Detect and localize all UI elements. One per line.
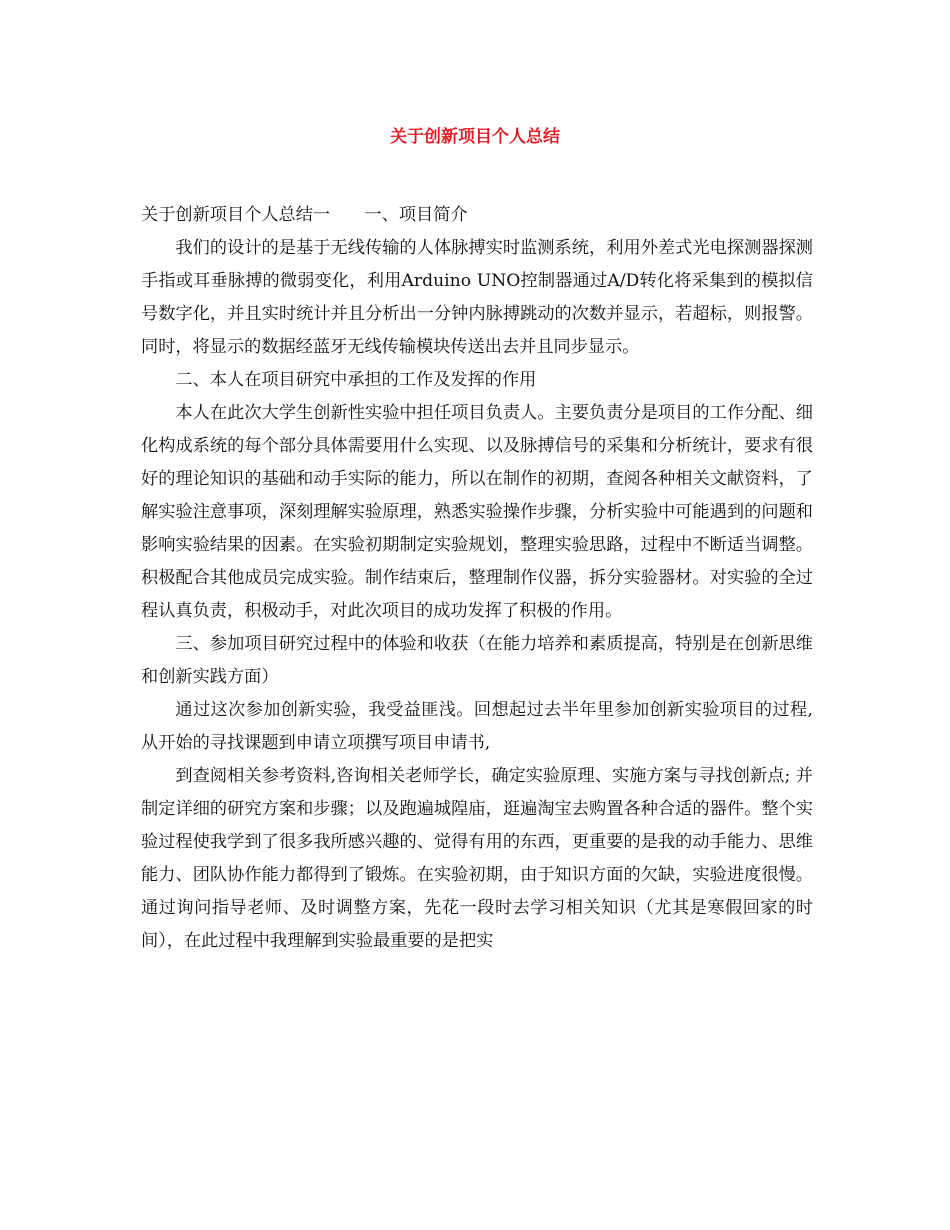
paragraph-experience-intro: 通过这次参加创新实验，我受益匪浅。回想起过去半年里参加创新实验项目的过程, 从开始的寻找课题到申请立项撰写项目申请书, (141, 700, 819, 753)
paragraph-heading-role: 二、本人在项目研究中承担的工作及发挥的作用 (175, 370, 537, 390)
document-body (141, 199, 819, 958)
paragraph-heading-experience: 三、参加项目研究过程中的体验和收获（在能力培养和素质提高，特别是在创新思维和创新实践方面） (141, 634, 813, 687)
paragraph-project-description: 我们的设计的是基于无线传输的人体脉搏实时监测系统，利用外差式光电探测器探测手指或耳垂脉搏的微弱变化，利用Arduino UNO控制器通过A/D转化将采集到的模拟信号数字化，并且实时统计并且分析出一分钟内脉搏跳动的次数并显示，若超标，则报警。同时，将显示的数据经蓝牙无线传输模块传送出去并且同步显示。 (141, 238, 813, 357)
paragraph-role-description: 本人在此次大学生创新性实验中担任项目负责人。主要负责分是项目的工作分配、细化构成系统的每个部分具体需要用什么实现、以及脉搏信号的采集和分析统计，要求有很好的理论知识的基础和动手实际的能力，所以在制作的初期，查阅各种相关文献资料，了解实验注意事项，深刻理解实验原理，熟悉实验操作步骤，分析实验中可能遇到的问题和影响实验结果的因素。在实验初期制定实验规划，整理实验思路，过程中不断适当调整。积极配合其他成员完成实验。制作结束后，整理制作仪器，拆分实验器材。对实验的全过程认真负责，积极动手，对此次项目的成功发挥了积极的作用。 (141, 403, 813, 621)
paragraph-experience-details: 到查阅相关参考资料,咨询相关老师学长，确定实验原理、实施方案与寻找创新点; 并制定详细的研究方案和步骤；以及跑遍城隍庙，逛遍淘宝去购置各种合适的器件。整个实验过程使我学到了很多我所感兴趣的、觉得有用的东西，更重要的是我的动手能力、思维能力、团队协作能力都得到了锻炼。在实验初期，由于知识方面的欠缺，实验进度很慢。通过询问指导老师、及时调整方案，先花一段时去学习相关知识（尤其是寒假回家的时间），在此过程中我理解到实验最重要的是把实 (141, 766, 813, 951)
document-title: 关于创新项目个人总结 (390, 127, 560, 147)
paragraph-heading-intro: 关于创新项目个人总结一 一、项目简介 (141, 205, 468, 225)
